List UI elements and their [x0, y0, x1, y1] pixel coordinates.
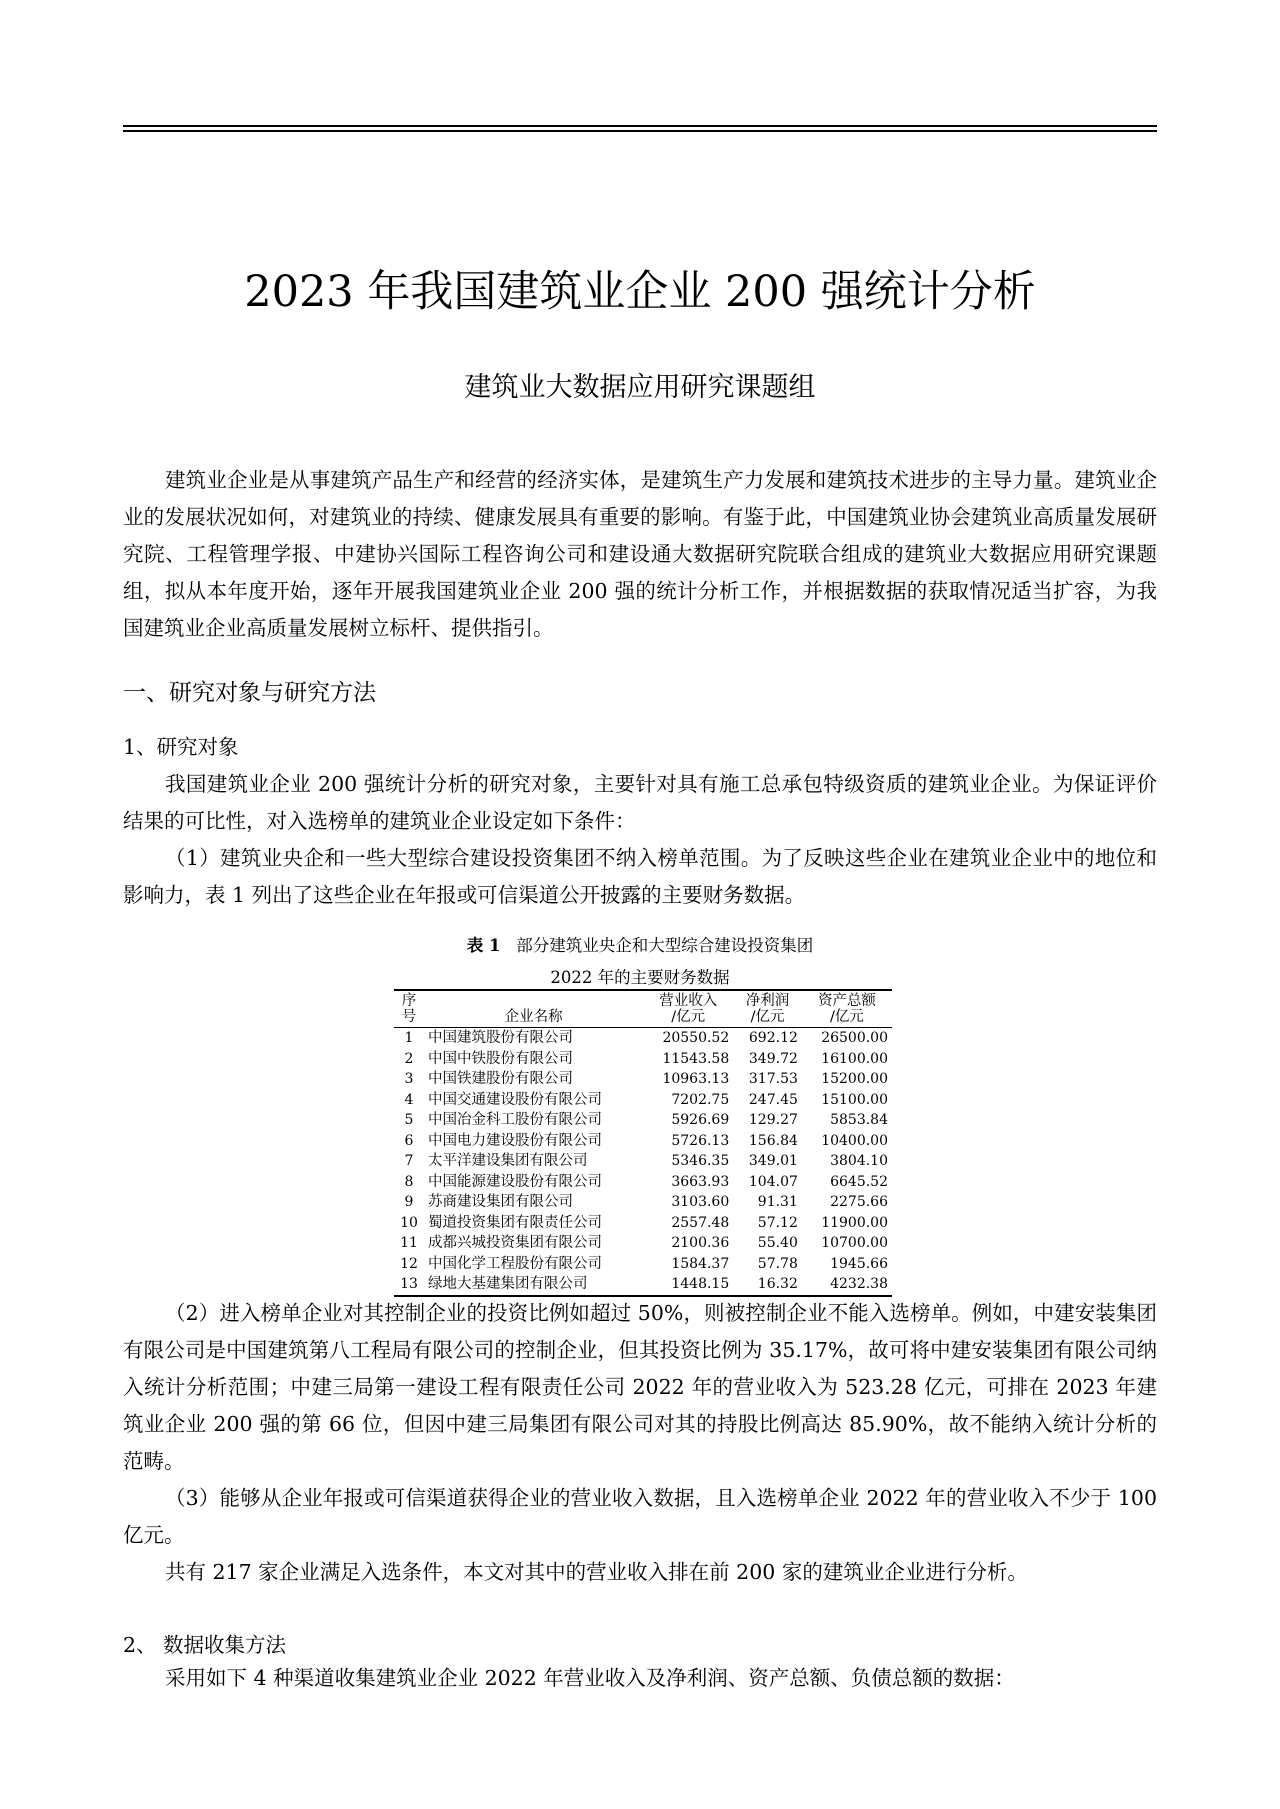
row-total-assets: 11900.00 [821, 1214, 888, 1231]
row-index: 2 [404, 1050, 414, 1067]
row-net-profit: 57.78 [757, 1255, 798, 1272]
header-rule-bottom [123, 130, 1157, 132]
row-revenue: 2100.36 [671, 1235, 730, 1252]
row-total-assets: 4232.38 [830, 1276, 888, 1293]
row-index: 11 [400, 1235, 418, 1252]
condition-2-paragraph: （2）进入榜单企业对其控制企业的投资比例如超过 50%，则被控制企业不能入选榜单。例如，中建安装集团有限公司是中国建筑第八工程局有限公司的控制企业，但其投资比例为 35.17%，故可将中建安装集团有限公司纳入统计分析范围；中建三局第一建设工程有限责任公司 2022 年的营业收入为 523.28 亿元，可排在 2023 年建筑业企业 200 强的第 66 位，但因中建三局集团有限公司对其的持股比例高达 85.90%，故不能纳入统计分析的范畴。 [123, 1301, 1157, 1473]
condition-3-paragraph: （3）能够从企业年报或可信渠道获得企业的营业收入数据，且入选榜单企业 2022 年的营业收入不少于 100 亿元。 [123, 1486, 1157, 1547]
row-company-name: 中国化学工程股份有限公司 [428, 1255, 602, 1272]
row-company-name: 中国铁建股份有限公司 [428, 1071, 573, 1088]
table-row [394, 1028, 892, 1049]
row-total-assets: 26500.00 [821, 1030, 888, 1047]
total-paragraph: 共有 217 家企业满足入选条件，本文对其中的营业收入排在前 200 家的建筑业企业进行分析。 [165, 1560, 1028, 1584]
header-rule-top [123, 125, 1157, 127]
row-total-assets: 10700.00 [821, 1235, 888, 1252]
table-row [394, 1049, 892, 1070]
table-row [394, 1233, 892, 1254]
row-net-profit: 57.12 [757, 1214, 798, 1231]
row-index: 9 [404, 1194, 414, 1211]
row-company-name: 中国电力建设股份有限公司 [428, 1132, 602, 1149]
subsection-heading-2: 2、 数据收集方法 [123, 1633, 287, 1657]
row-net-profit: 317.53 [748, 1071, 798, 1088]
table-row [394, 1254, 892, 1275]
financial-table [394, 989, 892, 1297]
row-company-name: 中国建筑股份有限公司 [428, 1030, 573, 1047]
row-total-assets: 10400.00 [821, 1132, 888, 1149]
row-company-name: 太平洋建设集团有限公司 [428, 1153, 588, 1170]
header-total-assets: 资产总额 /亿元 [817, 993, 876, 1025]
table-header-row [394, 990, 892, 1028]
method-paragraph: 采用如下 4 种渠道收集建筑业企业 2022 年营业收入及净利润、资产总额、负债总额的数据： [165, 1666, 1015, 1690]
table-row [394, 1274, 892, 1296]
row-revenue: 1584.37 [671, 1255, 730, 1272]
row-total-assets: 16100.00 [821, 1050, 888, 1067]
conditions-block [123, 1295, 1157, 1591]
table-row [394, 1213, 892, 1234]
row-total-assets: 3804.10 [830, 1153, 888, 1170]
intro-paragraph: 建筑业企业是从事建筑产品生产和经营的经济实体，是建筑生产力发展和建筑技术进步的主导力量。建筑业企业的发展状况如何，对建筑业的持续、健康发展具有重要的影响。有鉴于此，中国建筑业协会建筑业高质量发展研究院、工程管理学报、中建协兴国际工程咨询公司和建设通大数据研究院联合组成的建筑业大数据应用研究课题组，拟从本年度开始，逐年开展我国建筑业企业 200 强的统计分析工作，并根据数据的获取情况适当扩容，为我国建筑业企业高质量发展树立标杆、提供指引。 [123, 468, 1157, 640]
row-company-name: 绿地大基建集团有限公司 [428, 1276, 588, 1293]
row-index: 4 [404, 1091, 414, 1108]
table-row [394, 1110, 892, 1131]
header-index: 序 号 [401, 993, 417, 1025]
intro-block [123, 462, 1157, 647]
row-company-name: 蜀道投资集团有限责任公司 [428, 1214, 602, 1231]
scope-paragraph: 我国建筑业企业 200 强统计分析的研究对象，主要针对具有施工总承包特级资质的建筑业企业。为保证评价结果的可比性，对入选榜单的建筑业企业设定如下条件： [123, 772, 1157, 833]
table-row [394, 1131, 892, 1152]
paper-title: 2023 年我国建筑业企业 200 强统计分析 [244, 267, 1036, 317]
row-net-profit: 91.31 [757, 1194, 798, 1211]
row-total-assets: 6645.52 [830, 1173, 888, 1190]
method-block [123, 1660, 1157, 1697]
row-total-assets: 1945.66 [830, 1255, 888, 1272]
row-total-assets: 2275.66 [830, 1194, 888, 1211]
table-caption-title: 部分建筑业央企和大型综合建设投资集团 [516, 936, 814, 955]
row-net-profit: 156.84 [748, 1132, 798, 1149]
table-caption-label: 表 1 [466, 936, 501, 955]
row-revenue: 10963.13 [662, 1071, 730, 1088]
row-revenue: 11543.58 [662, 1050, 730, 1067]
row-company-name: 苏商建设集团有限公司 [428, 1194, 573, 1211]
row-revenue: 20550.52 [662, 1030, 730, 1047]
row-net-profit: 349.72 [748, 1050, 798, 1067]
header-company-name: 企业名称 [504, 1009, 563, 1025]
row-net-profit: 247.45 [748, 1091, 798, 1108]
paper-author-group: 建筑业大数据应用研究课题组 [464, 372, 816, 403]
row-revenue: 2557.48 [671, 1214, 730, 1231]
row-revenue: 3663.93 [671, 1173, 730, 1190]
section-heading-1: 一、研究对象与研究方法 [123, 680, 376, 706]
row-net-profit: 129.27 [748, 1112, 798, 1129]
row-index: 8 [404, 1173, 414, 1190]
table-row [394, 1090, 892, 1111]
row-index: 5 [404, 1112, 414, 1129]
row-revenue: 1448.15 [671, 1276, 730, 1293]
table-row [394, 1172, 892, 1193]
row-index: 3 [404, 1071, 414, 1088]
row-total-assets: 15200.00 [821, 1071, 888, 1088]
row-company-name: 中国交通建设股份有限公司 [428, 1091, 602, 1108]
header-net-profit: 净利润 /亿元 [745, 993, 790, 1025]
table-caption [0, 932, 1280, 956]
row-index: 10 [400, 1214, 418, 1231]
row-index: 12 [400, 1255, 418, 1272]
row-net-profit: 104.07 [748, 1173, 798, 1190]
row-index: 1 [404, 1030, 414, 1047]
row-index: 13 [400, 1276, 418, 1293]
row-company-name: 成都兴城投资集团有限公司 [428, 1235, 602, 1252]
table-row [394, 1151, 892, 1172]
subsection-heading-1: 1、研究对象 [123, 735, 239, 759]
row-company-name: 中国中铁股份有限公司 [428, 1050, 573, 1067]
row-index: 6 [404, 1132, 414, 1149]
row-total-assets: 5853.84 [830, 1112, 888, 1129]
row-net-profit: 55.40 [757, 1235, 798, 1252]
row-revenue: 5726.13 [671, 1132, 730, 1149]
header-revenue: 营业收入 /亿元 [659, 993, 718, 1025]
condition-1-paragraph: （1）建筑业央企和一些大型综合建设投资集团不纳入榜单范围。为了反映这些企业在建筑业企业中的地位和影响力，表 1 列出了这些企业在年报或可信渠道公开披露的主要财务数据。 [123, 846, 1157, 907]
row-index: 7 [404, 1153, 414, 1170]
row-net-profit: 692.12 [748, 1030, 798, 1047]
row-company-name: 中国冶金科工股份有限公司 [428, 1112, 602, 1129]
scope-block [123, 766, 1157, 914]
row-company-name: 中国能源建设股份有限公司 [428, 1173, 602, 1190]
table-row [394, 1069, 892, 1090]
row-total-assets: 15100.00 [821, 1091, 888, 1108]
row-revenue: 3103.60 [671, 1194, 730, 1211]
row-revenue: 7202.75 [671, 1091, 730, 1108]
table-caption-line2: 2022 年的主要财务数据 [550, 968, 730, 987]
row-net-profit: 16.32 [757, 1276, 798, 1293]
table-row [394, 1192, 892, 1213]
row-net-profit: 349.01 [748, 1153, 798, 1170]
row-revenue: 5926.69 [671, 1112, 730, 1129]
row-revenue: 5346.35 [671, 1153, 730, 1170]
